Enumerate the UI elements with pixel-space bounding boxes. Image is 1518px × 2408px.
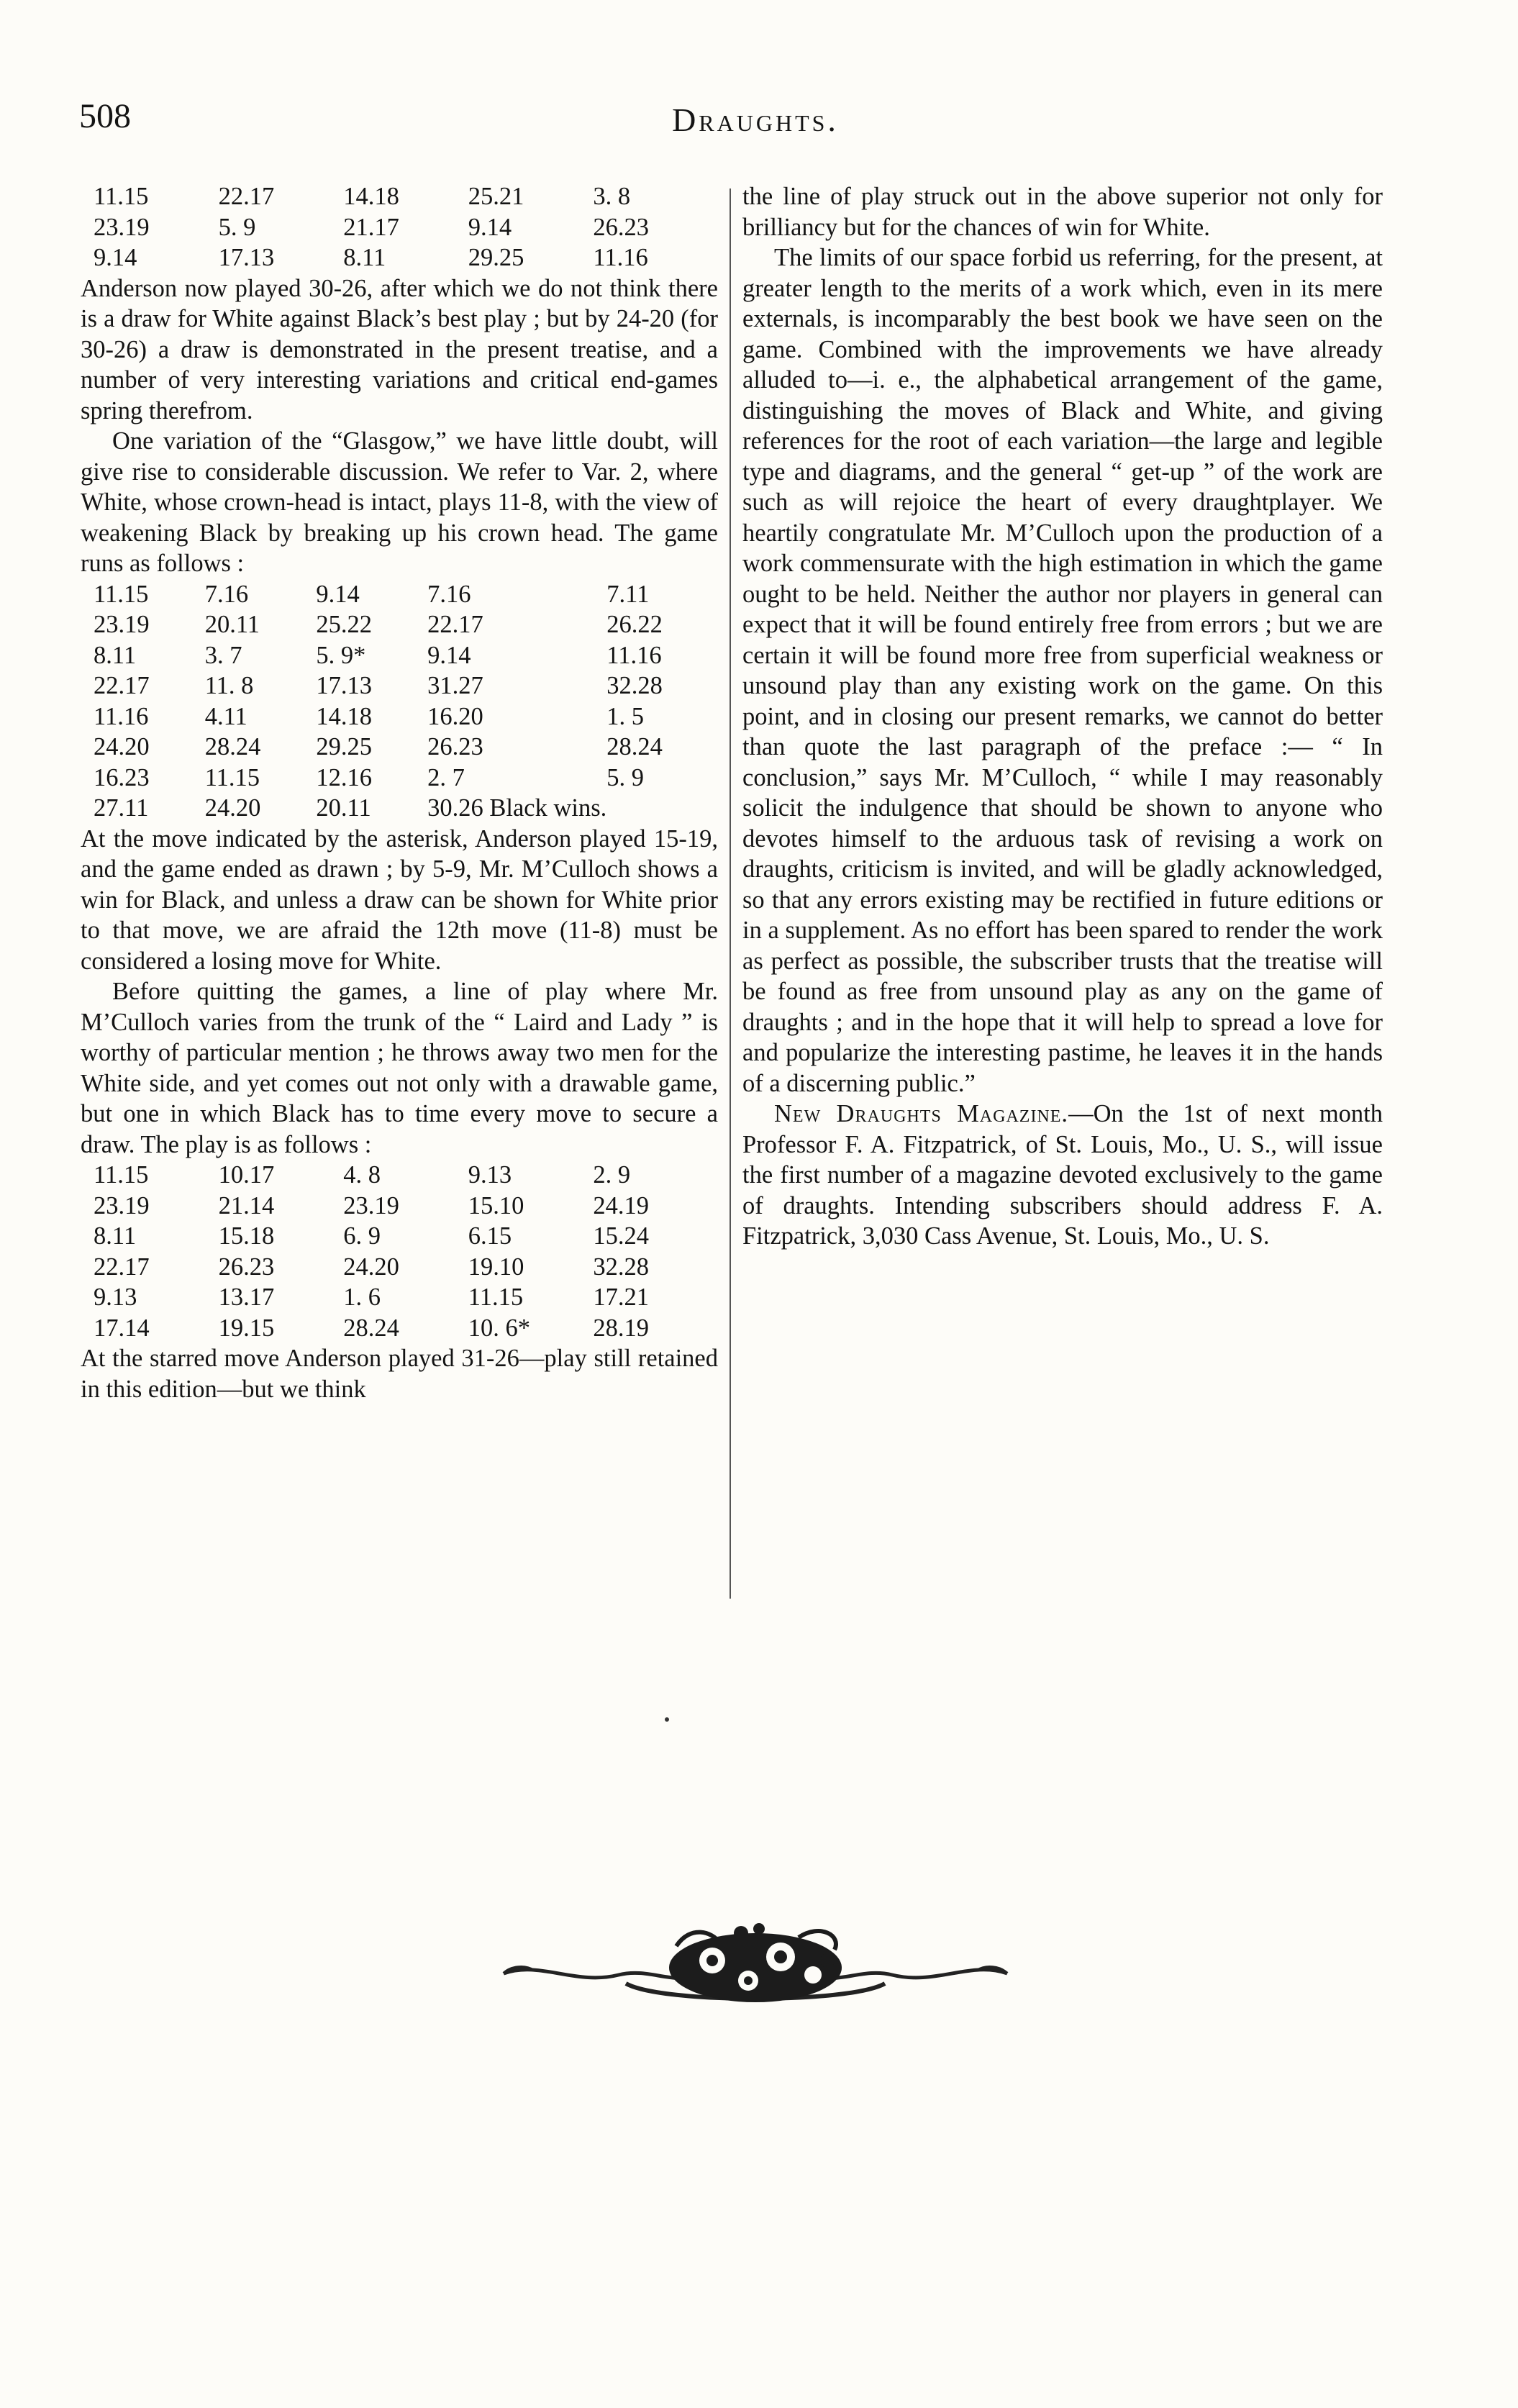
paragraph: Anderson now played 30-26, after which we do not think there is a draw for White against Black’s best play ; but by 24-20 (for 30-26) a draw is demonstrated in the present treatise, and a number of very interesting variations and critical end-games spring therefrom.: [81, 274, 718, 424]
move-cell: 25.21: [468, 183, 524, 210]
move-cell: 9.14: [316, 580, 360, 608]
move-cell: 14.18: [343, 183, 399, 210]
move-cell: 8.11: [94, 1222, 137, 1250]
move-cell: 7.16: [427, 580, 471, 608]
move-cell: 28.24: [343, 1314, 399, 1342]
move-cell: 19.10: [468, 1253, 524, 1281]
move-cell: 19.15: [218, 1314, 275, 1342]
move-cell: 30.26 Black wins.: [427, 794, 607, 822]
move-cell: 10. 6*: [468, 1314, 531, 1342]
move-cell: 28.24: [204, 733, 261, 760]
move-cell: 17.14: [94, 1314, 150, 1342]
move-cell: 4.11: [204, 702, 247, 730]
right-column: [742, 181, 1383, 1252]
move-cell: 24.20: [343, 1253, 399, 1281]
move-cell: 32.28: [606, 672, 663, 699]
move-cell: 2. 7: [427, 763, 465, 791]
move-cell: 11.15: [468, 1283, 524, 1311]
move-cell: 22.17: [427, 611, 483, 638]
move-cell: 9.14: [94, 244, 137, 271]
move-cell: 22.17: [218, 183, 275, 210]
paragraph-body: —On the 1st of next month Professor F. A. Fitzpatrick, of St. Louis, Mo., U. S., will issue the first number of a magazine devoted exclusively to the game of draughts. Intending subscribers should address F. A. Fitzpatrick, 3,030 Cass Avenue, St. Louis, Mo., U. S.: [742, 1100, 1383, 1250]
moves-table-2: [81, 579, 718, 824]
move-cell: 27.11: [94, 794, 149, 822]
move-cell: 24.20: [94, 733, 150, 760]
move-cell: 28.19: [593, 1314, 650, 1342]
move-cell: 3. 7: [204, 641, 242, 669]
move-cell: 14.18: [316, 702, 373, 730]
move-cell: 15.18: [218, 1222, 275, 1250]
left-column: [81, 181, 718, 1404]
move-cell: 11.15: [94, 580, 149, 608]
move-cell: [606, 793, 718, 824]
move-cell: 1. 6: [343, 1283, 381, 1311]
move-cell: 23.19: [94, 213, 150, 241]
move-cell: 5. 9: [606, 763, 645, 791]
move-cell: 9.13: [94, 1283, 137, 1311]
move-cell: 16.20: [427, 702, 483, 730]
move-cell: 2. 9: [593, 1161, 631, 1189]
move-cell: 29.25: [316, 733, 373, 760]
move-cell: 22.17: [94, 1253, 150, 1281]
paragraph: the line of play struck out in the above superior not only for brilliancy but for the chances of win for White.: [742, 183, 1383, 241]
move-cell: 4. 8: [343, 1161, 381, 1189]
move-cell: 11.16: [606, 641, 662, 669]
move-cell: 17.21: [593, 1283, 650, 1311]
move-cell: 20.11: [204, 611, 260, 638]
page-number: 508: [79, 97, 131, 135]
move-cell: 28.24: [606, 733, 663, 760]
move-cell: 24.20: [204, 794, 261, 822]
move-cell: 26.23: [593, 213, 650, 241]
move-cell: 17.13: [316, 672, 373, 699]
paragraph: At the starred move Anderson played 31-26—play still retained in this edition—but we think: [81, 1345, 718, 1403]
move-cell: 15.10: [468, 1191, 524, 1219]
move-cell: 13.17: [218, 1283, 275, 1311]
move-cell: 17.13: [218, 244, 275, 271]
move-cell: 9.14: [427, 641, 471, 669]
move-cell: 21.14: [218, 1191, 275, 1219]
move-cell: 6.15: [468, 1222, 512, 1250]
move-cell: 22.17: [94, 672, 150, 699]
move-cell: 26.22: [606, 611, 663, 638]
move-cell: 29.25: [468, 244, 524, 271]
move-cell: 32.28: [593, 1253, 650, 1281]
stray-dot: [665, 1717, 669, 1722]
move-cell: 24.19: [593, 1191, 650, 1219]
move-cell: 3. 8: [593, 183, 631, 210]
paragraph: The limits of our space forbid us referring, for the present, at greater length to the merits of a work which, even in its mere externals, is incomparably the best book we have seen on the game. Combined with the improvements we have already alluded to—i. e., the alphabetical arrangement of the game, distinguishing the moves of Black and White, and giving references for the root of each variation—the large and legible type and diagrams, and the general “ get-up ” of the work are such as will rejoice the heart of every draughtplayer. We heartily congratulate Mr. M’Culloch upon the production of a work commensurate with the high estimation in which the game ought to be held. Neither the author nor players in general can expect that it will be found entirely free from errors ; but we are certain it will be found more free from superficial weakness or unsound play than any existing work on the game. On this point, and in closing our present remarks, we cannot do better than quote the last paragraph of the preface :— “ In conclusion,” says Mr. M’Culloch, “ while I may reasonably solicit the indulgence that should be shown to anyone who devotes himself to the arduous task of revising a work on draughts, criticism is invited, and will be gladly acknowledged, so that any errors existing may be rectified in future editions or in a supplement. As no effort has been spared to render the work as perfect as possible, the subscriber trusts that the treatise will be found as free from unsound play as any on the game of draughts ; and in the hope that it will help to spread a love for and popularize the interesting pastime, he leaves it in the hands of a discerning public.”: [742, 244, 1383, 1097]
move-cell: 23.19: [94, 1191, 150, 1219]
move-cell: 23.19: [343, 1191, 399, 1219]
move-cell: 12.16: [316, 763, 373, 791]
move-cell: 11.15: [204, 763, 260, 791]
move-cell: 23.19: [94, 611, 150, 638]
move-cell: 16.23: [94, 763, 150, 791]
move-cell: 11.15: [94, 1161, 149, 1189]
move-cell: 8.11: [343, 244, 386, 271]
move-cell: 11.15: [94, 183, 149, 210]
move-cell: 11.16: [593, 244, 648, 271]
move-cell: 1. 5: [606, 702, 645, 730]
move-cell: 8.11: [94, 641, 137, 669]
move-cell: 11.16: [94, 702, 149, 730]
move-cell: 20.11: [316, 794, 371, 822]
moves-table-1: [81, 181, 718, 273]
column-divider: [730, 188, 731, 1599]
running-title: Draughts.: [672, 101, 839, 138]
move-cell: 26.23: [427, 733, 483, 760]
paragraph: Before quitting the games, a line of play where Mr. M’Culloch varies from the trunk of the “ Laird and Lady ” is worthy of particular mention ; he throws away two men for the White side, and yet comes out not only with a drawable game, but one in which Black has to time every move to secure a draw. The play is as follows :: [81, 978, 718, 1158]
move-cell: 26.23: [218, 1253, 275, 1281]
paragraph: One variation of the “Glasgow,” we have little doubt, will give rise to considerable discussion. We refer to Var. 2, where White, whose crown-head is intact, plays 11-8, with the view of weakening Black by breaking up his crown head. The game runs as follows :: [81, 427, 718, 577]
move-cell: 5. 9*: [316, 641, 366, 669]
move-cell: 21.17: [343, 213, 399, 241]
paragraph: At the move indicated by the asterisk, Anderson played 15-19, and the game ended as drawn ; by 5-9, Mr. M’Culloch shows a win for Black, and unless a draw can be shown for White prior to that move, we are afraid the 12th move (11-8) must be considered a losing move for White.: [81, 824, 718, 975]
move-cell: 10.17: [218, 1161, 275, 1189]
move-cell: 31.27: [427, 672, 483, 699]
move-cell: 6. 9: [343, 1222, 381, 1250]
move-cell: 9.14: [468, 213, 512, 241]
paragraph: [742, 1099, 1383, 1252]
move-cell: 9.13: [468, 1161, 512, 1189]
moves-table-3: [81, 1160, 718, 1343]
move-cell: 25.22: [316, 611, 373, 638]
move-cell: 7.11: [606, 580, 650, 608]
move-cell: 7.16: [204, 580, 249, 608]
move-cell: 15.24: [593, 1222, 650, 1250]
section-heading: New Draughts Magazine.: [774, 1100, 1069, 1127]
floral-ribbon-ornament-icon: [496, 1917, 1014, 2018]
move-cell: 11. 8: [204, 672, 254, 699]
move-cell: 5. 9: [218, 213, 256, 241]
